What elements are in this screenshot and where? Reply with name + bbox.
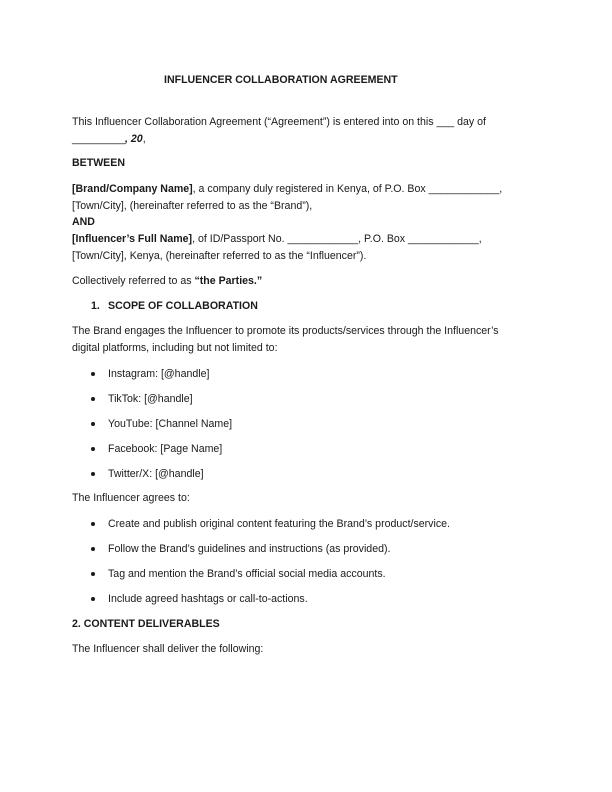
date-blank: _________ [72, 133, 126, 145]
influencer-line-2: [Town/City], Kenya, (hereinafter referred to as the “Influencer”). [72, 250, 367, 262]
section-1-number: 1. [91, 300, 100, 312]
bullet-icon [91, 422, 95, 426]
list-item-text: Create and publish original content featuring the Brand’s product/service. [108, 518, 450, 530]
influencer-line-1-rest: , of ID/Passport No. ____________, P.O. Box ____________, [192, 233, 482, 245]
list-item-text: Tag and mention the Brand’s official social media accounts. [108, 568, 386, 580]
bullet-icon [91, 447, 95, 451]
brand-line-1-rest: , a company duly registered in Kenya, of P.O. Box ____________, [192, 183, 503, 195]
list-item-text: YouTube: [Channel Name] [108, 418, 233, 430]
agrees-line: The Influencer agrees to: [72, 492, 190, 504]
brand-line-1 [72, 181, 502, 197]
brand-line-2: [Town/City], (hereinafter referred to as the “Brand”), [72, 200, 313, 212]
bullet-icon [91, 597, 95, 601]
document-title: INFLUENCER COLLABORATION AGREEMENT [164, 74, 398, 86]
influencer-name: [Influencer’s Full Name] [72, 233, 193, 245]
list-item-text: Instagram: [@handle] [108, 368, 210, 380]
intro-line-2 [72, 131, 146, 147]
bullet-icon [91, 572, 95, 576]
section-1-para-line-1: The Brand engages the Influencer to promote its products/services through the Influencer’s [72, 325, 499, 337]
list-item-text: Follow the Brand’s guidelines and instructions (as provided). [108, 543, 391, 555]
list-item-text: Include agreed hashtags or call-to-actions. [108, 593, 308, 605]
list-item-text: Twitter/X: [@handle] [108, 468, 204, 480]
bullet-icon [91, 397, 95, 401]
influencer-line-1 [72, 231, 482, 247]
section-2-heading: 2. CONTENT DELIVERABLES [72, 618, 220, 630]
between-heading: BETWEEN [72, 157, 125, 169]
list-item-text: Facebook: [Page Name] [108, 443, 223, 455]
bullet-icon [91, 547, 95, 551]
section-1-heading: SCOPE OF COLLABORATION [108, 300, 258, 312]
year-label: , 20 [125, 133, 143, 145]
section-2-para: The Influencer shall deliver the following: [72, 643, 264, 655]
and-heading: AND [72, 216, 95, 228]
bullet-icon [91, 372, 95, 376]
intro-line-2-end: , [142, 133, 146, 145]
list-item-text: TikTok: [@handle] [108, 393, 193, 405]
bullet-icon [91, 522, 95, 526]
brand-name: [Brand/Company Name] [72, 183, 193, 195]
intro-line-1: This Influencer Collaboration Agreement (“Agreement”) is entered into on this ___ day of [72, 116, 486, 128]
parties-label: “the Parties.” [194, 275, 263, 287]
collectively-line [72, 273, 262, 289]
section-1-para-line-2: digital platforms, including but not limited to: [72, 342, 278, 354]
collectively-text: Collectively referred to as [72, 275, 195, 287]
bullet-icon [91, 472, 95, 476]
